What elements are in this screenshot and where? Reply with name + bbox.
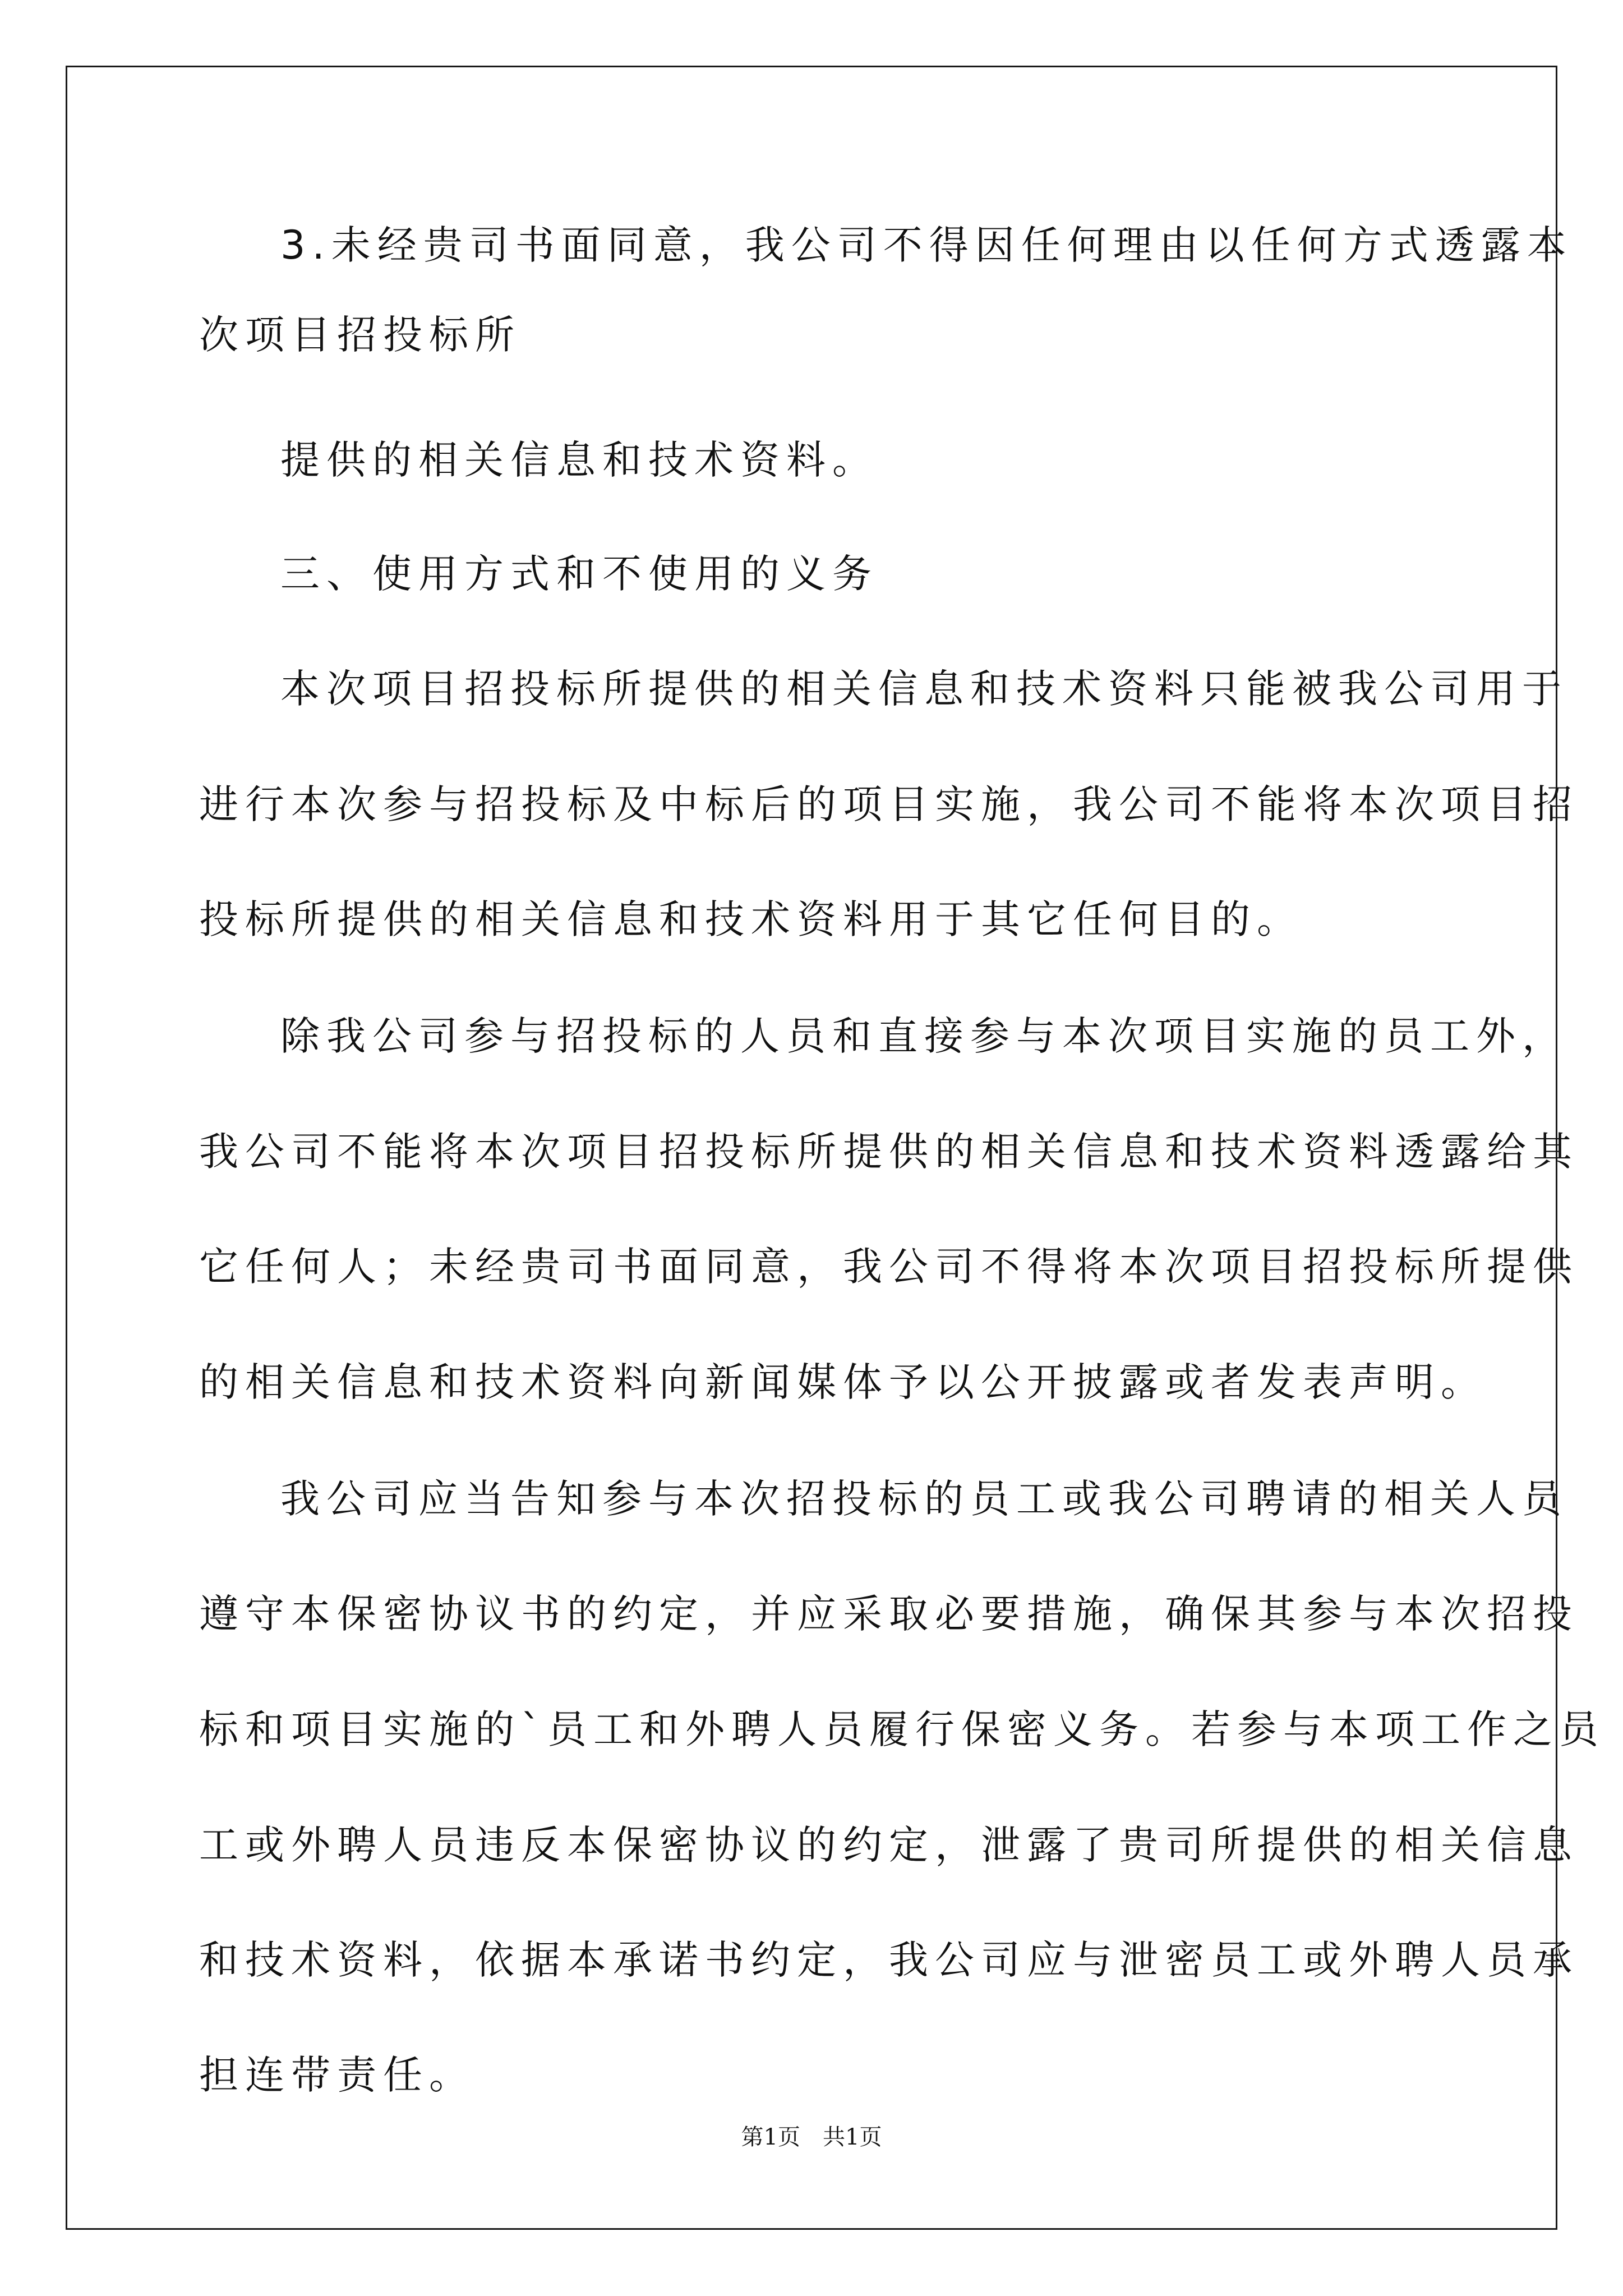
- paragraph-line: 投标所提供的相关信息和技术资料用于其它任何目的。: [199, 896, 1303, 942]
- paragraph-line: 它任何人；未经贵司书面同意，我公司不得将本次项目招投标所提供: [199, 1244, 1579, 1290]
- paragraph-line: 工或外聘人员违反本保密协议的约定，泄露了贵司所提供的相关信息: [199, 1822, 1579, 1868]
- paragraph-line: 提供的相关信息和技术资料。: [280, 437, 878, 483]
- paragraph-line: 进行本次参与招投标及中标后的项目实施，我公司不能将本次项目招: [199, 781, 1579, 827]
- paragraph-line: 和技术资料，依据本承诺书约定，我公司应与泄密员工或外聘人员承: [199, 1937, 1579, 1983]
- page-number-footer: 第1页 共1页: [741, 2124, 882, 2150]
- paragraph-line: 3.未经贵司书面同意，我公司不得因任何理由以任何方式透露本: [280, 222, 1573, 268]
- paragraph-line: 次项目招投标所: [199, 312, 521, 358]
- paragraph-line: 的相关信息和技术资料向新闻媒体予以公开披露或者发表声明。: [199, 1359, 1487, 1405]
- paragraph-line: 本次项目招投标所提供的相关信息和技术资料只能被我公司用于: [280, 666, 1568, 712]
- paragraph-line: 我公司不能将本次项目招投标所提供的相关信息和技术资料透露给其: [199, 1129, 1579, 1175]
- paragraph-line: 标和项目实施的`员工和外聘人员履行保密义务。若参与本项工作之员: [199, 1706, 1605, 1752]
- paragraph-line: 担连带责任。: [199, 2052, 475, 2098]
- paragraph-line: 遵守本保密协议书的约定，并应采取必要措施，确保其参与本次招投: [199, 1591, 1579, 1637]
- paragraph-line: 除我公司参与招投标的人员和直接参与本次项目实施的员工外，: [280, 1013, 1568, 1059]
- paragraph-line: 我公司应当告知参与本次招投标的员工或我公司聘请的相关人员: [280, 1476, 1568, 1522]
- section-heading: 三、使用方式和不使用的义务: [280, 551, 878, 597]
